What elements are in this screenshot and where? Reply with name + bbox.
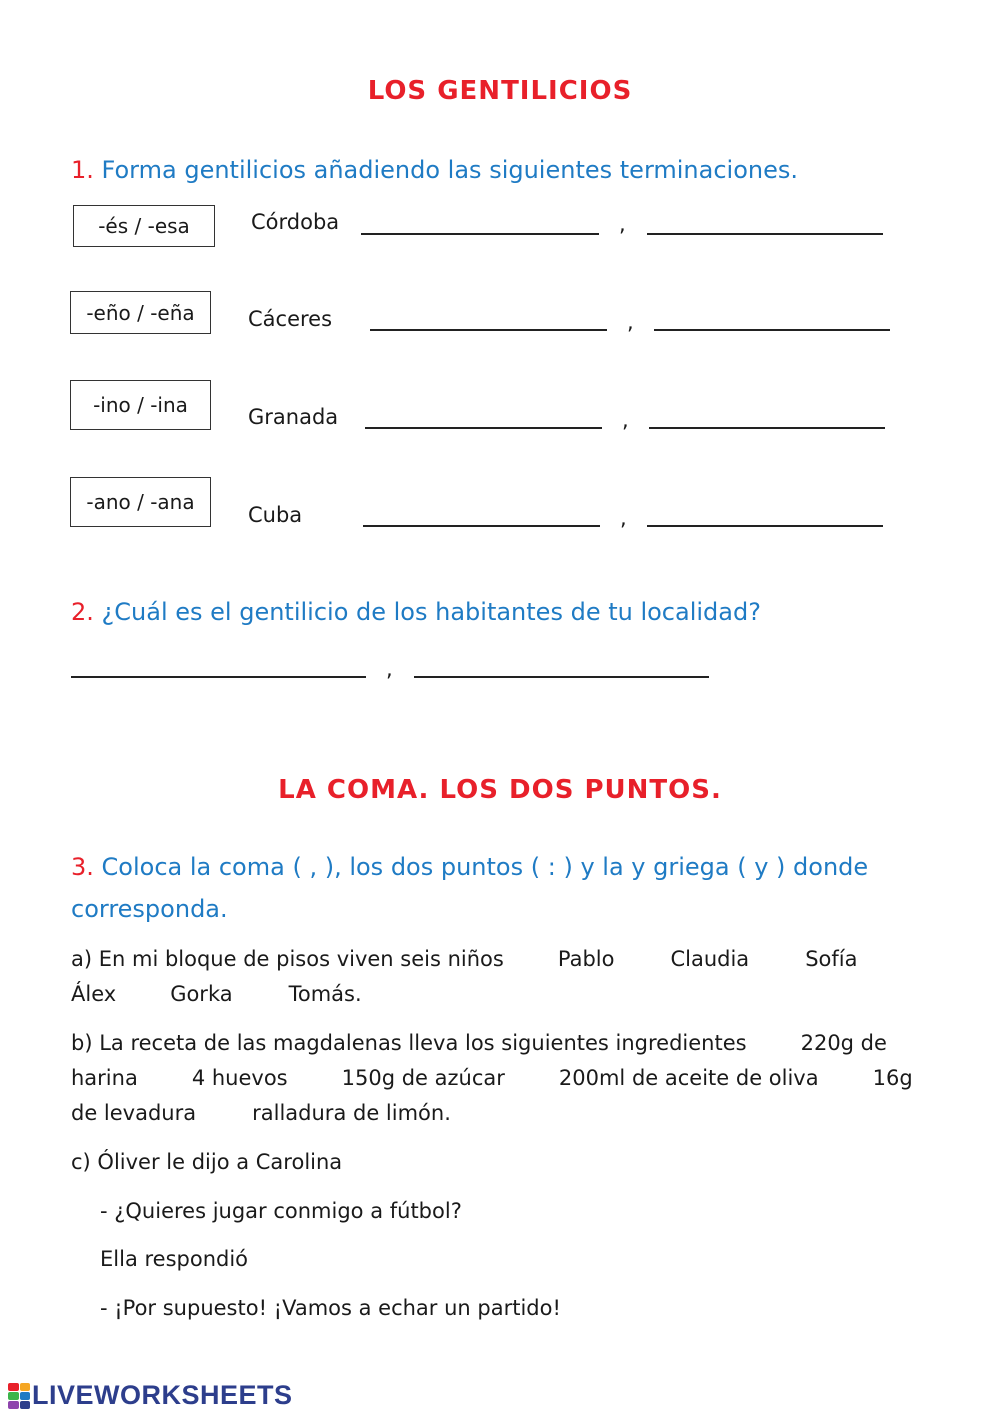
- question-text: ¿Cuál es el gentilicio de los habitantes de tu localidad?: [93, 598, 761, 626]
- answer-blank[interactable]: [654, 329, 890, 331]
- suffix-label: -és / -esa: [98, 214, 190, 238]
- place-name: Granada: [248, 405, 339, 429]
- logo-text: LIVEWORKSHEETS: [32, 1380, 293, 1410]
- suffix-box: [70, 380, 211, 430]
- suffix-label: -ino / -ina: [93, 393, 188, 417]
- separator-comma: ,: [622, 408, 629, 432]
- suffix-box: [73, 205, 215, 247]
- exercise-text: 4 huevos: [191, 1066, 288, 1090]
- exercise-text: b) La receta de las magdalenas lleva los siguientes ingredientes: [71, 1031, 747, 1055]
- question-number: 1.: [71, 156, 94, 184]
- question-3-continued: corresponda.: [71, 895, 228, 923]
- exercise-text: 16g: [872, 1066, 913, 1090]
- exercise-text: ralladura de limón.: [252, 1101, 451, 1125]
- answer-blank[interactable]: [647, 525, 883, 527]
- exercise-b-line-1: [71, 1026, 887, 1061]
- suffix-box: [70, 291, 211, 334]
- answer-blank[interactable]: [414, 676, 709, 678]
- suffix-label: -ano / -ana: [86, 490, 195, 514]
- exercise-text: a) En mi bloque de pisos viven seis niños: [71, 947, 504, 971]
- question-1: [71, 156, 798, 184]
- section-title-gentilicios: LOS GENTILICIOS: [367, 76, 633, 106]
- exercise-c-line-1: c) Óliver le dijo a Carolina: [71, 1150, 343, 1174]
- separator-comma: ,: [620, 506, 627, 530]
- separator-comma: ,: [627, 310, 634, 334]
- exercise-c-line-3: Ella respondió: [100, 1247, 249, 1271]
- exercise-text: 150g de azúcar: [341, 1066, 505, 1090]
- exercise-text: Claudia: [670, 947, 750, 971]
- suffix-label: -eño / -eña: [86, 300, 195, 325]
- question-number: 2.: [71, 598, 94, 626]
- exercise-text: Álex: [71, 982, 117, 1006]
- exercise-text: 220g de: [800, 1031, 887, 1055]
- question-number: 3.: [71, 853, 94, 881]
- exercise-text: Tomás.: [288, 982, 362, 1006]
- exercise-text: de levadura: [71, 1101, 197, 1125]
- exercise-b-line-3: [71, 1096, 451, 1131]
- exercise-text: Pablo: [557, 947, 615, 971]
- exercise-text: Sofía: [805, 947, 858, 971]
- answer-blank[interactable]: [363, 525, 600, 527]
- answer-blank[interactable]: [361, 233, 599, 235]
- question-text: Coloca la coma ( , ), los dos puntos ( : ) y la y griega ( y ) donde: [93, 853, 869, 881]
- place-name: Córdoba: [251, 210, 340, 234]
- exercise-c-line-2: - ¿Quieres jugar conmigo a fútbol?: [100, 1199, 462, 1223]
- exercise-a-line-1: [71, 942, 857, 977]
- answer-blank[interactable]: [649, 427, 885, 429]
- separator-comma: ,: [619, 212, 626, 236]
- exercise-b-line-2: [71, 1061, 913, 1096]
- answer-blank[interactable]: [370, 329, 607, 331]
- exercise-a-line-2: [71, 977, 362, 1012]
- place-name: Cáceres: [248, 307, 333, 331]
- exercise-text: 200ml de aceite de oliva: [558, 1066, 819, 1090]
- question-3: [71, 853, 868, 881]
- place-name: Cuba: [248, 503, 303, 527]
- question-text: Forma gentilicios añadiendo las siguientes terminaciones.: [93, 156, 799, 184]
- liveworksheets-logo-icon: [8, 1383, 30, 1409]
- suffix-box: [70, 477, 211, 527]
- exercise-c-line-4: - ¡Por supuesto! ¡Vamos a echar un partido!: [100, 1296, 561, 1320]
- answer-blank[interactable]: [71, 676, 366, 678]
- answer-blank[interactable]: [365, 427, 602, 429]
- separator-comma: ,: [386, 657, 393, 681]
- question-2: [71, 598, 761, 626]
- answer-blank[interactable]: [647, 233, 883, 235]
- liveworksheets-logo: [8, 1380, 293, 1411]
- section-title-coma: LA COMA. LOS DOS PUNTOS.: [278, 775, 722, 805]
- exercise-text: Gorka: [170, 982, 233, 1006]
- exercise-text: harina: [71, 1066, 138, 1090]
